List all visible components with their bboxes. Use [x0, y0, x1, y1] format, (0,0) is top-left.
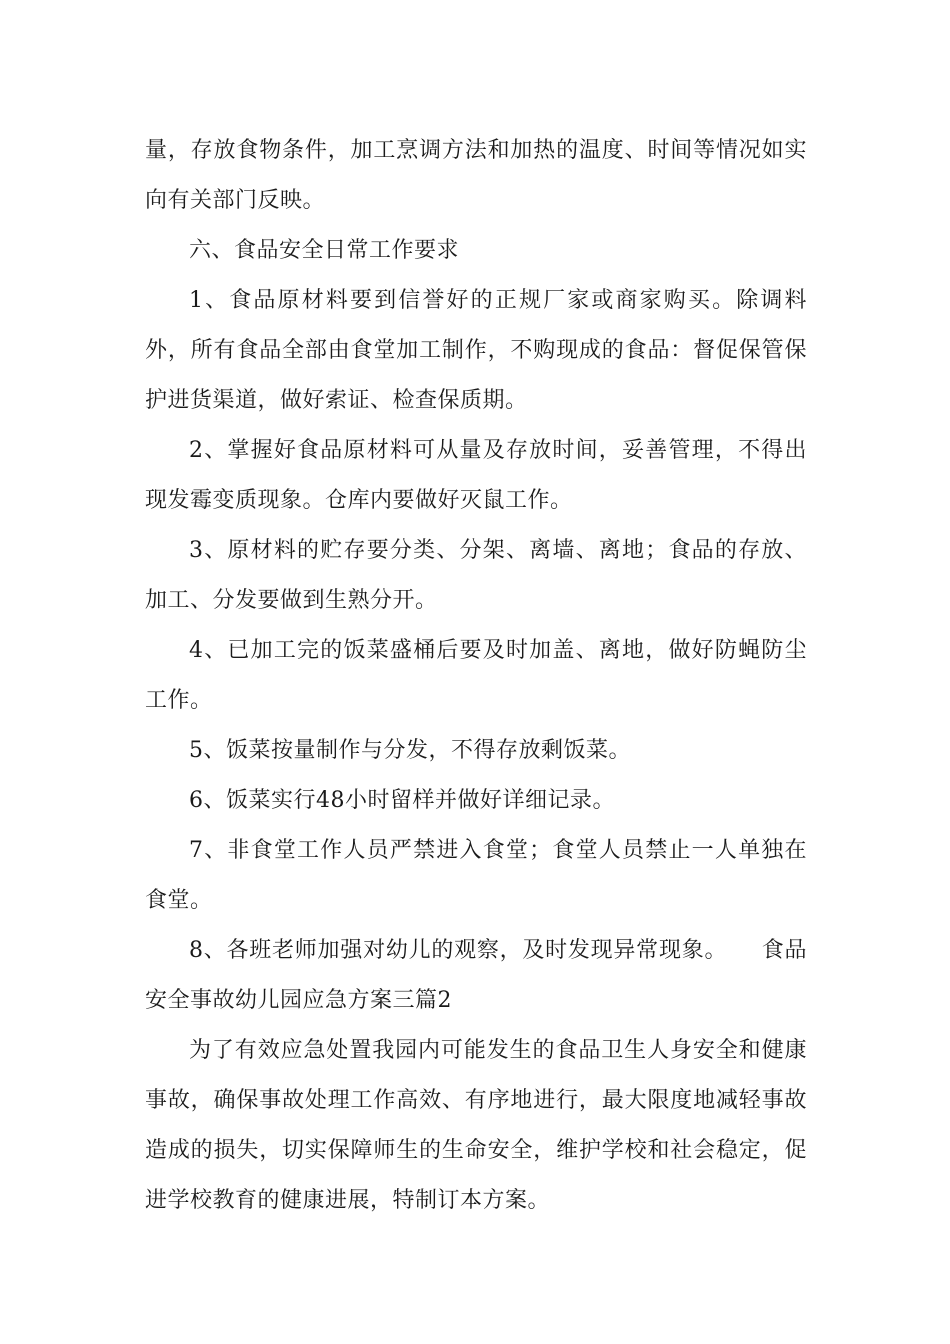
paragraph-item-4: 4、已加工完的饭菜盛桶后要及时加盖、离地，做好防蝇防尘工作。: [145, 638, 807, 713]
paragraph-item-1: 1、食品原材料要到信誉好的正规厂家或商家购买。除调料外，所有食品全部由食堂加工制作，不购现成的食品：督促保管保护进货渠道，做好索证、检查保质期。: [145, 288, 807, 413]
paragraph-item-3: 3、原材料的贮存要分类、分架、离墙、离地；食品的存放、加工、分发要做到生熟分开。: [145, 538, 807, 613]
paragraph-continuation: 量，存放食物条件，加工烹调方法和加热的温度、时间等情况如实向有关部门反映。: [145, 138, 807, 213]
paragraph-item-7: 7、非食堂工作人员严禁进入食堂；食堂人员禁止一人单独在食堂。: [145, 838, 807, 913]
paragraph-intro: 为了有效应急处置我园内可能发生的食品卫生人身安全和健康事故，确保事故处理工作高效、有序地进行，最大限度地减轻事故造成的损失，切实保障师生的生命安全，维护学校和社会稳定，促进学校教育的健康进展，特制订本方案。: [145, 1038, 807, 1213]
document-body: [145, 126, 807, 1226]
paragraph-item-2: 2、掌握好食品原材料可从量及存放时间，妥善管理，不得出现发霉变质现象。仓库内要做好灭鼠工作。: [145, 438, 807, 513]
paragraph-item-6: 6、饭菜实行48小时留样并做好详细记录。: [189, 788, 615, 813]
section-heading: 六、食品安全日常工作要求: [189, 238, 460, 263]
paragraph-item-5: 5、饭菜按量制作与分发，不得存放剩饭菜。: [189, 738, 631, 763]
paragraph-item-8: 8、各班老师加强对幼儿的观察，及时发现异常现象。 食品安全事故幼儿园应急方案三篇2: [145, 938, 807, 1013]
